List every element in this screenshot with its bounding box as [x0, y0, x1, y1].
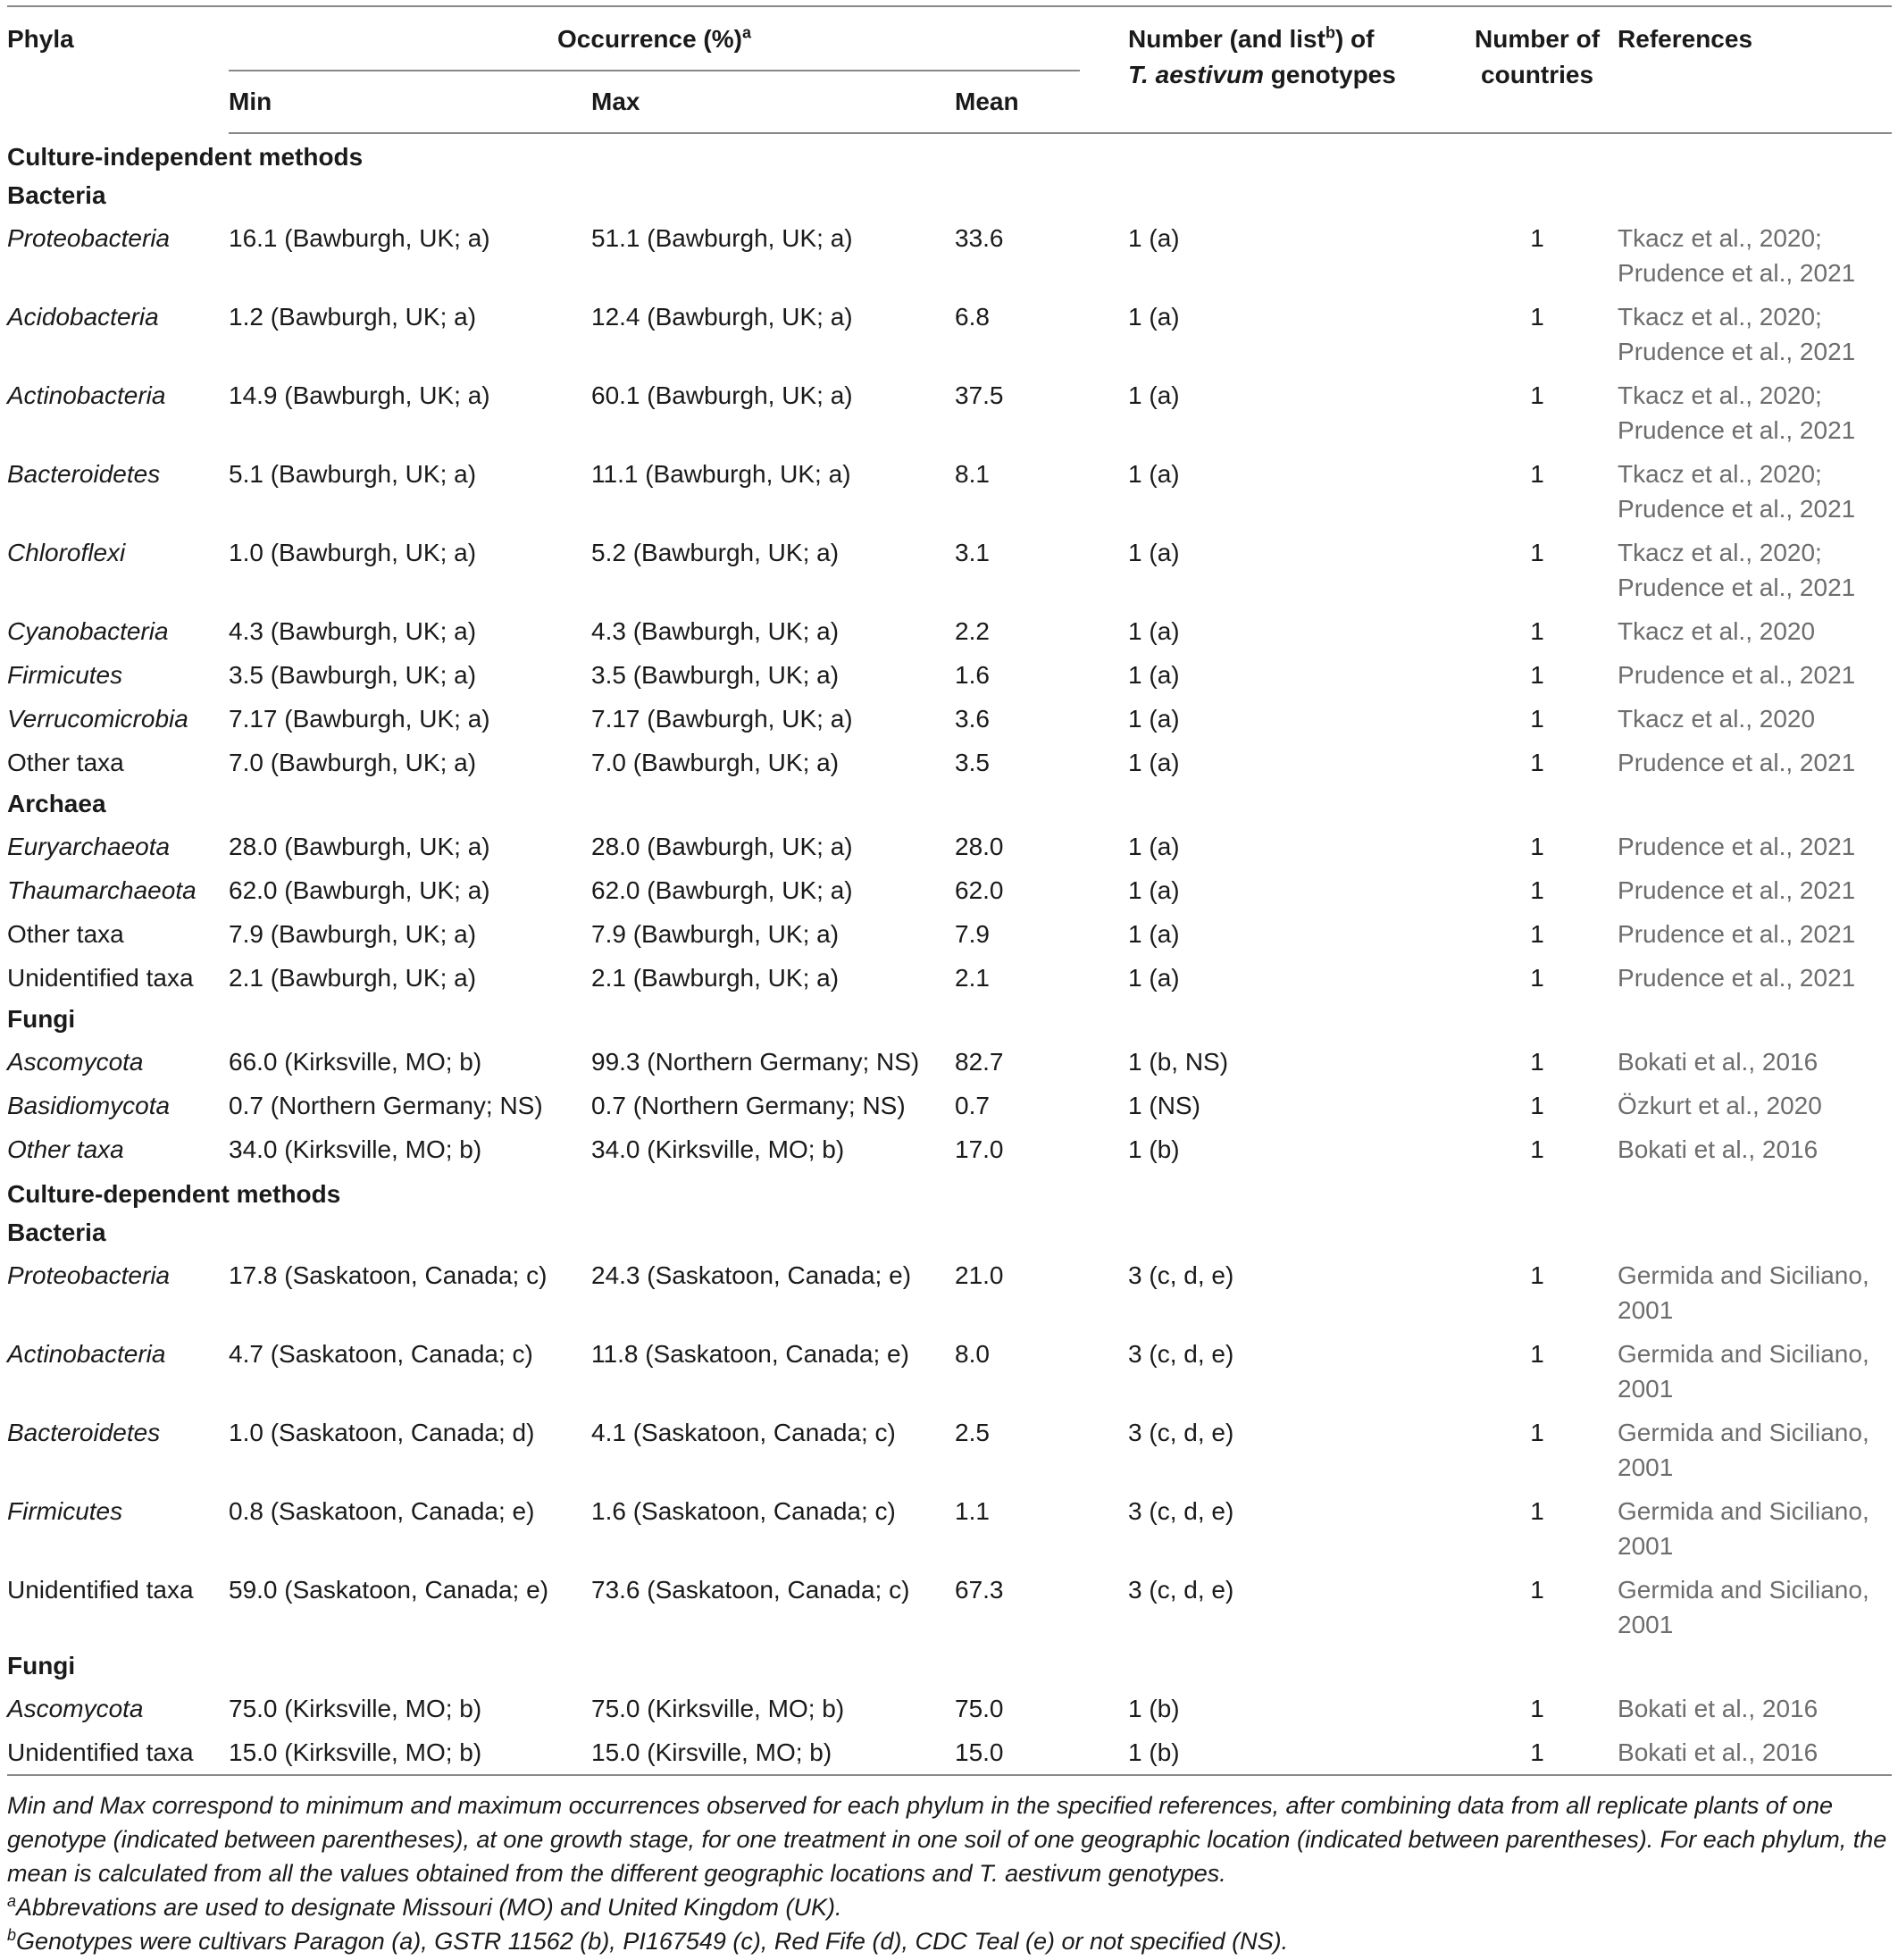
reference-line-1: Germida and Siciliano, [1618, 1419, 1869, 1446]
cell-references [1618, 1489, 1892, 1568]
cell-mean: 0.7 [955, 1092, 990, 1119]
reference-line-2: 2001 [1618, 1453, 1674, 1481]
cell-phylum: Actinobacteria [7, 381, 166, 409]
table-row [7, 1568, 1892, 1646]
cell-references [1618, 531, 1892, 609]
cell-mean: 67.3 [955, 1576, 1004, 1604]
table-row [7, 1253, 1892, 1332]
cell-phylum: Ascomycota [7, 1695, 144, 1722]
cell-genotypes: 1 (a) [1128, 303, 1180, 331]
table-row [7, 697, 1892, 741]
cell-countries: 1 [1530, 303, 1544, 331]
cell-references [1618, 1730, 1892, 1775]
cell-phylum: Thaumarchaeota [7, 876, 196, 904]
cell-mean: 2.1 [955, 964, 990, 992]
cell-genotypes: 1 (a) [1128, 460, 1180, 488]
cell-min: 34.0 (Kirksville, MO; b) [229, 1135, 482, 1163]
cell-max: 4.1 (Saskatoon, Canada; c) [591, 1419, 896, 1446]
table-row [7, 216, 1892, 295]
cell-max: 7.9 (Bawburgh, UK; a) [591, 920, 840, 948]
cell-min: 15.0 (Kirksville, MO; b) [229, 1730, 591, 1775]
cell-genotypes: 1 (NS) [1128, 1092, 1200, 1119]
group-row [7, 1646, 1892, 1687]
cell-countries: 1 [1530, 1092, 1544, 1119]
cell-min: 7.0 (Bawburgh, UK; a) [229, 749, 477, 776]
cell-min: 1.0 (Bawburgh, UK; a) [229, 539, 477, 566]
cell-phylum: Verrucomicrobia [7, 705, 188, 733]
cell-references [1618, 1040, 1892, 1084]
cell-max: 12.4 (Bawburgh, UK; a) [591, 303, 853, 331]
cell-phylum: Other taxa [7, 749, 124, 776]
cell-mean: 3.1 [955, 539, 990, 566]
cell-mean: 33.6 [955, 224, 1004, 252]
reference-line-1: Bokati et al., 2016 [1618, 1695, 1819, 1722]
cell-countries: 1 [1530, 1576, 1544, 1604]
cell-max: 34.0 (Kirksville, MO; b) [591, 1135, 845, 1163]
cell-references [1618, 295, 1892, 373]
cell-phylum: Ascomycota [7, 1048, 144, 1076]
cell-references [1618, 825, 1892, 868]
reference-line-1: Bokati et al., 2016 [1618, 1135, 1819, 1163]
cell-max: 60.1 (Bawburgh, UK; a) [591, 381, 853, 409]
cell-max: 24.3 (Saskatoon, Canada; e) [591, 1261, 912, 1289]
cell-genotypes: 1 (a) [1128, 833, 1180, 860]
cell-countries: 1 [1530, 1497, 1544, 1525]
cell-genotypes: 1 (a) [1128, 381, 1180, 409]
reference-line-1: Özkurt et al., 2020 [1618, 1092, 1822, 1119]
cell-mean: 6.8 [955, 303, 990, 331]
cell-phylum: Bacteroidetes [7, 1419, 161, 1446]
cell-phylum: Basidiomycota [7, 1092, 171, 1119]
table-row [7, 868, 1892, 912]
cell-max: 7.17 (Bawburgh, UK; a) [591, 705, 853, 733]
cell-phylum: Proteobacteria [7, 224, 171, 252]
reference-line-2: 2001 [1618, 1611, 1674, 1638]
cell-max: 7.0 (Bawburgh, UK; a) [591, 749, 840, 776]
cell-min: 1.0 (Saskatoon, Canada; d) [229, 1419, 535, 1446]
table-row [7, 1127, 1892, 1171]
cell-countries: 1 [1530, 460, 1544, 488]
cell-genotypes: 1 (a) [1128, 224, 1180, 252]
section-row [7, 133, 1892, 176]
reference-line-1: Germida and Siciliano, [1618, 1340, 1869, 1368]
cell-min: 28.0 (Bawburgh, UK; a) [229, 833, 490, 860]
reference-line-2: Prudence et al., 2021 [1618, 259, 1856, 287]
cell-phylum: Actinobacteria [7, 1340, 166, 1368]
cell-references [1618, 1253, 1892, 1332]
cell-genotypes: 3 (c, d, e) [1128, 1261, 1234, 1289]
cell-countries: 1 [1530, 539, 1544, 566]
cell-max: 0.7 (Northern Germany; NS) [591, 1092, 906, 1119]
phyla-occurrence-table [7, 5, 1892, 1776]
reference-line-1: Prudence et al., 2021 [1618, 876, 1856, 904]
reference-line-2: Prudence et al., 2021 [1618, 574, 1856, 601]
table-body [7, 133, 1892, 1775]
cell-phylum: Other taxa [7, 1135, 124, 1163]
cell-max: 11.8 (Saskatoon, Canada; e) [591, 1340, 909, 1368]
cell-countries: 1 [1530, 833, 1544, 860]
table-footnotes [7, 1788, 1892, 1958]
section-title: Culture-independent methods [7, 143, 364, 171]
cell-mean: 3.5 [955, 749, 990, 776]
cell-mean: 75.0 [955, 1695, 1004, 1722]
group-title: Fungi [7, 1652, 76, 1679]
cell-phylum: Chloroflexi [7, 539, 126, 566]
cell-genotypes: 1 (a) [1128, 964, 1180, 992]
cell-references [1618, 741, 1892, 784]
table-row [7, 531, 1892, 609]
cell-references [1618, 452, 1892, 531]
cell-max: 99.3 (Northern Germany; NS) [591, 1048, 920, 1076]
footnote-main: Min and Max correspond to minimum and maximum occurrences observed for each phylum in the specified references, after combining data from all replicate plants of one genotype (indicated between parentheses), at one growth stage, for one treatment in one soil of one geographic location (indicated between parentheses). For each phylum, the mean is calculated from all the values obtained from the different geographic locations and T. aestivum genotypes. [7, 1792, 1887, 1887]
reference-line-1: Prudence et al., 2021 [1618, 964, 1856, 992]
table-row [7, 1084, 1892, 1127]
cell-max: 2.1 (Bawburgh, UK; a) [591, 964, 840, 992]
cell-countries: 1 [1530, 1261, 1544, 1289]
cell-genotypes: 1 (a) [1128, 539, 1180, 566]
cell-mean: 2.2 [955, 617, 990, 645]
cell-references [1618, 697, 1892, 741]
cell-mean: 21.0 [955, 1261, 1004, 1289]
table-row [7, 825, 1892, 868]
table-row [7, 1687, 1892, 1730]
reference-line-1: Tkacz et al., 2020 [1618, 617, 1816, 645]
group-title: Archaea [7, 790, 106, 817]
header-references: References [1618, 6, 1892, 133]
table-header [7, 6, 1892, 133]
cell-phylum: Bacteroidetes [7, 460, 161, 488]
header-countries: Number of countries [1457, 6, 1618, 133]
cell-min: 14.9 (Bawburgh, UK; a) [229, 381, 490, 409]
reference-line-1: Tkacz et al., 2020; [1618, 381, 1822, 409]
cell-min: 5.1 (Bawburgh, UK; a) [229, 460, 477, 488]
cell-countries: 1 [1530, 876, 1544, 904]
table-row [7, 373, 1892, 452]
cell-countries: 1 [1457, 1730, 1618, 1775]
reference-line-2: Prudence et al., 2021 [1618, 495, 1856, 523]
cell-references [1618, 868, 1892, 912]
cell-references [1618, 216, 1892, 295]
cell-mean: 82.7 [955, 1048, 1004, 1076]
cell-phylum: Proteobacteria [7, 1261, 171, 1289]
cell-mean: 3.6 [955, 705, 990, 733]
section-row [7, 1171, 1892, 1213]
group-row [7, 1213, 1892, 1253]
table-row [7, 1411, 1892, 1489]
reference-line-1: Germida and Siciliano, [1618, 1497, 1869, 1525]
cell-references [1618, 912, 1892, 956]
cell-countries: 1 [1530, 1048, 1544, 1076]
cell-min: 75.0 (Kirksville, MO; b) [229, 1695, 482, 1722]
cell-phylum: Unidentified taxa [7, 1576, 194, 1604]
table-row [7, 295, 1892, 373]
cell-min: 7.9 (Bawburgh, UK; a) [229, 920, 477, 948]
cell-min: 2.1 (Bawburgh, UK; a) [229, 964, 477, 992]
header-occurrence: Occurrence (%)$^a$ [229, 6, 1098, 71]
cell-genotypes: 1 (a) [1128, 617, 1180, 645]
cell-references [1618, 373, 1892, 452]
cell-genotypes: 3 (c, d, e) [1128, 1497, 1234, 1525]
cell-references [1618, 1411, 1892, 1489]
group-row [7, 176, 1892, 216]
cell-genotypes: 1 (b) [1128, 1135, 1180, 1163]
cell-mean: 28.0 [955, 833, 1004, 860]
cell-references [1618, 1568, 1892, 1646]
cell-genotypes: 1 (a) [1128, 920, 1180, 948]
reference-line-1: Tkacz et al., 2020; [1618, 539, 1822, 566]
cell-phylum: Unidentified taxa [7, 964, 194, 992]
cell-countries: 1 [1530, 964, 1544, 992]
cell-genotypes: 1 (a) [1128, 661, 1180, 689]
cell-countries: 1 [1530, 381, 1544, 409]
cell-phylum: Other taxa [7, 920, 124, 948]
cell-min: 4.3 (Bawburgh, UK; a) [229, 617, 477, 645]
footnote-a: $^a$Abbrevations are used to designate Missouri (MO) and United Kingdom (UK). [7, 1892, 842, 1921]
cell-max: 62.0 (Bawburgh, UK; a) [591, 876, 853, 904]
cell-mean: 8.0 [955, 1340, 990, 1368]
table-row [7, 1489, 1892, 1568]
reference-line-2: 2001 [1618, 1296, 1674, 1324]
cell-genotypes: 3 (c, d, e) [1128, 1340, 1234, 1368]
cell-min: 3.5 (Bawburgh, UK; a) [229, 661, 477, 689]
table-row [7, 1730, 1892, 1775]
cell-mean: 62.0 [955, 876, 1004, 904]
cell-mean: 17.0 [955, 1135, 1004, 1163]
cell-max: 4.3 (Bawburgh, UK; a) [591, 617, 840, 645]
cell-max: 5.2 (Bawburgh, UK; a) [591, 539, 840, 566]
cell-max: 75.0 (Kirksville, MO; b) [591, 1695, 845, 1722]
cell-countries: 1 [1530, 224, 1544, 252]
cell-mean: 1.1 [955, 1497, 990, 1525]
table-row [7, 912, 1892, 956]
cell-genotypes: 3 (c, d, e) [1128, 1419, 1234, 1446]
reference-line-1: Tkacz et al., 2020; [1618, 224, 1822, 252]
table-container [7, 5, 1892, 1958]
reference-line-2: Prudence et al., 2021 [1618, 416, 1856, 444]
cell-phylum: Cyanobacteria [7, 617, 169, 645]
reference-line-1: Germida and Siciliano, [1618, 1261, 1869, 1289]
cell-max: 73.6 (Saskatoon, Canada; c) [591, 1576, 910, 1604]
cell-countries: 1 [1530, 705, 1544, 733]
cell-min: 59.0 (Saskatoon, Canada; e) [229, 1576, 549, 1604]
reference-line-2: 2001 [1618, 1375, 1674, 1403]
cell-countries: 1 [1530, 1695, 1544, 1722]
cell-references [1618, 1332, 1892, 1411]
group-title: Bacteria [7, 1219, 106, 1246]
cell-mean: 15.0 [955, 1730, 1098, 1775]
reference-line-1: Tkacz et al., 2020 [1618, 705, 1816, 733]
table-row [7, 956, 1892, 1000]
cell-max: 28.0 (Bawburgh, UK; a) [591, 833, 853, 860]
cell-countries: 1 [1530, 749, 1544, 776]
group-title: Bacteria [7, 181, 106, 209]
cell-min: 66.0 (Kirksville, MO; b) [229, 1048, 482, 1076]
header-genotypes: Number (and list$^b$) of T. aestivum genotypes [1098, 6, 1457, 133]
cell-countries: 1 [1530, 1135, 1544, 1163]
cell-genotypes: 1 (a) [1128, 876, 1180, 904]
cell-max: 11.1 (Bawburgh, UK; a) [591, 460, 851, 488]
cell-references [1618, 1687, 1892, 1730]
cell-genotypes: 3 (c, d, e) [1128, 1576, 1234, 1604]
reference-line-2: 2001 [1618, 1532, 1674, 1560]
cell-genotypes: 1 (b) [1128, 1695, 1180, 1722]
reference-line-2: Prudence et al., 2021 [1618, 338, 1856, 365]
cell-min: 0.7 (Northern Germany; NS) [229, 1092, 543, 1119]
reference-line-1: Bokati et al., 2016 [1618, 1048, 1819, 1076]
cell-references [1618, 609, 1892, 653]
cell-min: 1.2 (Bawburgh, UK; a) [229, 303, 477, 331]
cell-references [1618, 956, 1892, 1000]
section-title: Culture-dependent methods [7, 1180, 341, 1208]
cell-genotypes: 1 (a) [1128, 749, 1180, 776]
cell-genotypes: 1 (b) [1098, 1730, 1457, 1775]
footnote-b: $^b$Genotypes were cultivars Paragon (a), GSTR 11562 (b), PI167549 (c), Red Fife (d), CDC Teal (e) or not specified (NS). [7, 1926, 1289, 1955]
cell-countries: 1 [1530, 617, 1544, 645]
table-row [7, 741, 1892, 784]
table-row [7, 653, 1892, 697]
cell-min: 7.17 (Bawburgh, UK; a) [229, 705, 490, 733]
cell-countries: 1 [1530, 920, 1544, 948]
reference-line-1: Germida and Siciliano, [1618, 1576, 1869, 1604]
header-min: Min [229, 71, 591, 133]
cell-mean: 2.5 [955, 1419, 990, 1446]
cell-min: 4.7 (Saskatoon, Canada; c) [229, 1340, 533, 1368]
cell-mean: 1.6 [955, 661, 990, 689]
cell-phylum: Acidobacteria [7, 303, 159, 331]
cell-phylum: Firmicutes [7, 661, 123, 689]
reference-line-1: Prudence et al., 2021 [1618, 749, 1856, 776]
reference-line-1: Prudence et al., 2021 [1618, 920, 1856, 948]
reference-line-1: Prudence et al., 2021 [1618, 661, 1856, 689]
cell-phylum: Unidentified taxa [7, 1730, 229, 1775]
cell-min: 17.8 (Saskatoon, Canada; c) [229, 1261, 548, 1289]
cell-phylum: Euryarchaeota [7, 833, 171, 860]
cell-max: 1.6 (Saskatoon, Canada; c) [591, 1497, 896, 1525]
table-row [7, 452, 1892, 531]
cell-countries: 1 [1530, 1419, 1544, 1446]
cell-max: 3.5 (Bawburgh, UK; a) [591, 661, 840, 689]
cell-genotypes: 1 (b, NS) [1128, 1048, 1229, 1076]
reference-line-1: Bokati et al., 2016 [1618, 1738, 1819, 1766]
group-row [7, 1000, 1892, 1040]
reference-line-1: Tkacz et al., 2020; [1618, 460, 1822, 488]
cell-mean: 7.9 [955, 920, 990, 948]
cell-min: 0.8 (Saskatoon, Canada; e) [229, 1497, 535, 1525]
table-row [7, 609, 1892, 653]
cell-genotypes: 1 (a) [1128, 705, 1180, 733]
cell-mean: 8.1 [955, 460, 990, 488]
cell-countries: 1 [1530, 1340, 1544, 1368]
cell-min: 16.1 (Bawburgh, UK; a) [229, 224, 490, 252]
cell-references [1618, 1084, 1892, 1127]
header-mean: Mean [955, 71, 1098, 133]
cell-mean: 37.5 [955, 381, 1004, 409]
reference-line-1: Prudence et al., 2021 [1618, 833, 1856, 860]
cell-references [1618, 653, 1892, 697]
header-max: Max [591, 71, 955, 133]
cell-phylum: Firmicutes [7, 1497, 123, 1525]
cell-max: 51.1 (Bawburgh, UK; a) [591, 224, 853, 252]
cell-references [1618, 1127, 1892, 1171]
group-title: Fungi [7, 1005, 76, 1033]
reference-line-1: Tkacz et al., 2020; [1618, 303, 1822, 331]
table-row [7, 1332, 1892, 1411]
cell-max: 15.0 (Kirsville, MO; b) [591, 1730, 955, 1775]
table-row [7, 1040, 1892, 1084]
group-row [7, 784, 1892, 825]
cell-min: 62.0 (Bawburgh, UK; a) [229, 876, 490, 904]
header-phyla: Phyla [7, 6, 229, 133]
cell-countries: 1 [1530, 661, 1544, 689]
